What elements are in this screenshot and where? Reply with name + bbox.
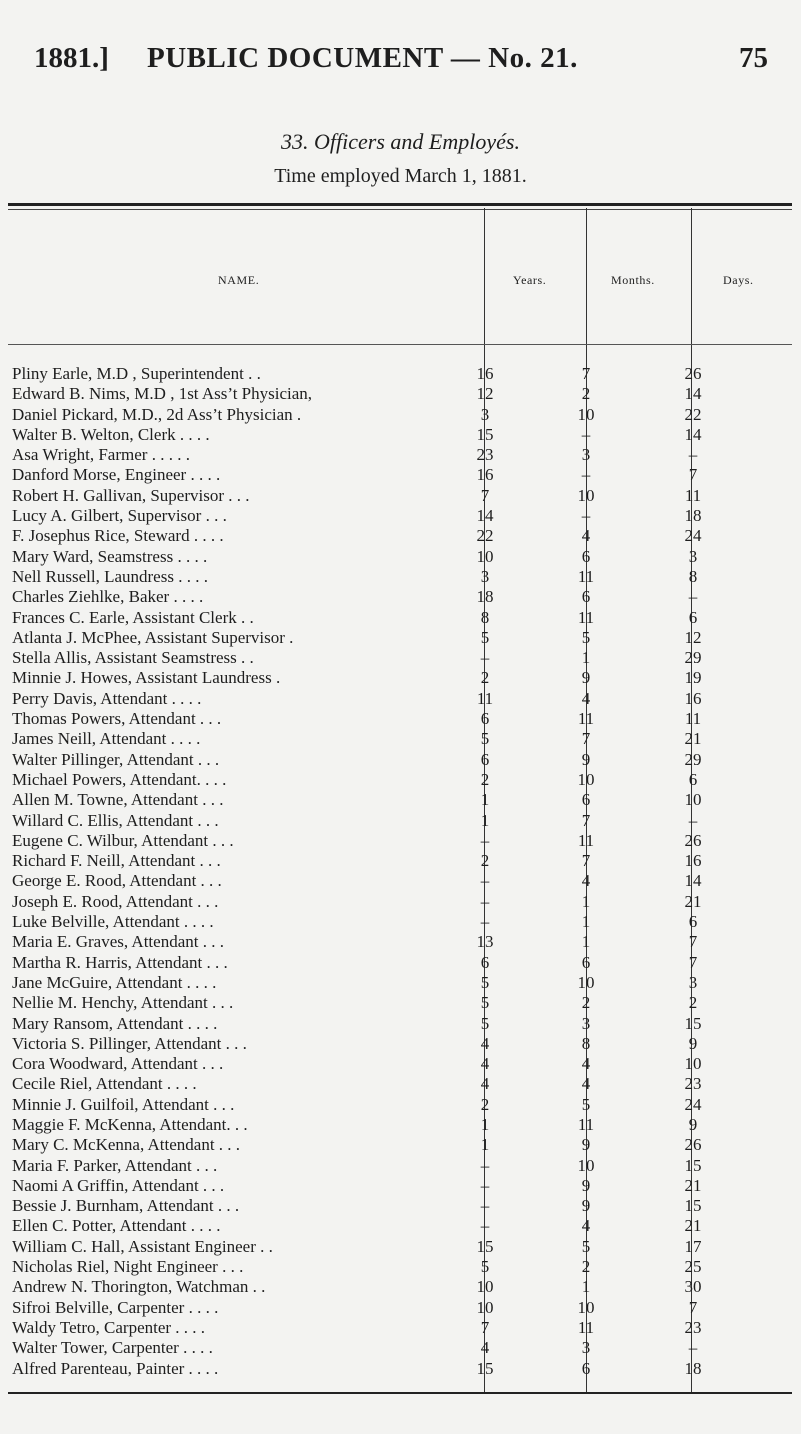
days-cell: 23 — [684, 1074, 702, 1094]
days-cell: 10 — [684, 790, 702, 810]
employee-name-cell: Waldy Tetro, Carpenter . . . . — [12, 1317, 206, 1337]
table-row — [0, 892, 801, 912]
employee-name-cell: Bessie J. Burnham, Attendant . . . — [12, 1196, 240, 1216]
employee-name-cell: Maggie F. McKenna, Attendant. . . — [12, 1114, 248, 1134]
table-row — [0, 790, 801, 810]
months-cell: – — [581, 506, 591, 526]
table-row — [0, 1196, 801, 1216]
years-cell: 8 — [480, 607, 490, 627]
years-cell: – — [480, 1155, 490, 1175]
employee-name-cell: Nicholas Riel, Night Engineer . . . — [12, 1257, 244, 1277]
days-cell: 26 — [684, 830, 702, 850]
employee-name-cell: Charles Ziehlke, Baker . . . . — [12, 587, 204, 607]
months-cell: 11 — [577, 709, 595, 729]
employee-name-cell: Joseph E. Rood, Attendant . . . — [12, 891, 219, 911]
years-cell: 15 — [476, 424, 494, 444]
years-cell: 1 — [480, 810, 490, 830]
table-row — [0, 1095, 801, 1115]
employee-name-cell: Mary Ransom, Attendant . . . . — [12, 1013, 218, 1033]
months-cell: 3 — [581, 1013, 591, 1033]
employee-name-cell: Andrew N. Thorington, Watchman . . — [12, 1277, 266, 1297]
table-row — [0, 932, 801, 952]
years-cell: – — [480, 830, 490, 850]
years-cell: 16 — [476, 364, 494, 383]
years-cell: 15 — [476, 1236, 494, 1256]
months-cell: 6 — [581, 546, 591, 566]
months-cell: 10 — [577, 769, 595, 789]
table-row — [0, 364, 801, 384]
days-cell: 7 — [688, 952, 698, 972]
table-row — [0, 770, 801, 790]
years-cell: 5 — [480, 627, 490, 647]
months-cell: 9 — [581, 1135, 591, 1155]
months-cell: 2 — [581, 384, 591, 404]
years-cell: 14 — [476, 506, 494, 526]
table-row — [0, 1318, 801, 1338]
days-cell: 11 — [684, 709, 702, 729]
days-cell: 16 — [684, 851, 702, 871]
table-row — [0, 851, 801, 871]
days-cell: 15 — [684, 1013, 702, 1033]
days-cell: 3 — [688, 546, 698, 566]
days-cell: – — [688, 810, 698, 830]
months-cell: 4 — [581, 871, 591, 891]
years-cell: 7 — [480, 485, 490, 505]
table-row — [0, 689, 801, 709]
table-row — [0, 526, 801, 546]
employee-name-cell: Atlanta J. McPhee, Assistant Supervisor . — [12, 627, 294, 647]
employee-name-cell: Mary C. McKenna, Attendant . . . — [12, 1135, 241, 1155]
months-cell: 11 — [577, 830, 595, 850]
months-cell: 11 — [577, 566, 595, 586]
employee-name-cell: Cora Woodward, Attendant . . . — [12, 1054, 224, 1074]
employee-name-cell: Danford Morse, Engineer . . . . — [12, 465, 221, 485]
years-cell: 4 — [480, 1338, 490, 1358]
months-cell: 10 — [577, 972, 595, 992]
table-row — [0, 1054, 801, 1074]
table-row — [0, 1176, 801, 1196]
header-divider — [8, 344, 792, 345]
days-cell: 6 — [688, 912, 698, 932]
years-cell: 5 — [480, 729, 490, 749]
table-row — [0, 811, 801, 831]
table-row — [0, 1115, 801, 1135]
years-cell: – — [480, 871, 490, 891]
days-cell: 17 — [684, 1236, 702, 1256]
days-cell: 21 — [684, 1175, 702, 1195]
years-cell: 18 — [476, 587, 494, 607]
months-cell: 8 — [581, 1033, 591, 1053]
table-row — [0, 1216, 801, 1236]
table-top-rule — [8, 203, 792, 210]
years-cell: 5 — [480, 972, 490, 992]
months-cell: 5 — [581, 627, 591, 647]
table-row — [0, 1257, 801, 1277]
employee-name-cell: Walter Pillinger, Attendant . . . — [12, 749, 220, 769]
employee-name-cell: Edward B. Nims, M.D , 1st Ass’t Physician, — [12, 384, 313, 404]
years-cell: 11 — [476, 688, 494, 708]
years-cell: 10 — [476, 546, 494, 566]
months-cell: 3 — [581, 1338, 591, 1358]
employee-table-body — [0, 364, 801, 1379]
table-row — [0, 1034, 801, 1054]
days-cell: 6 — [688, 769, 698, 789]
employee-name-cell: Maria F. Parker, Attendant . . . — [12, 1155, 218, 1175]
days-cell: 2 — [688, 993, 698, 1013]
employee-name-cell: Walter Tower, Carpenter . . . . — [12, 1338, 213, 1358]
employee-name-cell: Maria E. Graves, Attendant . . . — [12, 932, 224, 952]
months-cell: – — [581, 424, 591, 444]
days-cell: 15 — [684, 1196, 702, 1216]
table-row — [0, 547, 801, 567]
days-cell: – — [688, 1338, 698, 1358]
years-cell: 7 — [480, 1317, 490, 1337]
employee-name-cell: Michael Powers, Attendant. . . . — [12, 769, 227, 789]
employee-name-cell: Perry Davis, Attendant . . . . — [12, 688, 202, 708]
years-cell: 2 — [480, 668, 490, 688]
table-row — [0, 668, 801, 688]
years-cell: 3 — [480, 404, 490, 424]
days-cell: 29 — [684, 648, 702, 668]
employee-name-cell: Mary Ward, Seamstress . . . . — [12, 546, 208, 566]
table-row — [0, 1359, 801, 1379]
employee-name-cell: Thomas Powers, Attendant . . . — [12, 709, 222, 729]
months-cell: 11 — [577, 1317, 595, 1337]
employee-name-cell: Eugene C. Wilbur, Attendant . . . — [12, 830, 234, 850]
employee-name-cell: Pliny Earle, M.D , Superintendent . . — [12, 364, 261, 383]
months-cell: 2 — [581, 1257, 591, 1277]
years-cell: 1 — [480, 790, 490, 810]
section-subtitle: Time employed March 1, 1881. — [274, 165, 527, 187]
table-row — [0, 1156, 801, 1176]
days-cell: 21 — [684, 891, 702, 911]
table-row — [0, 506, 801, 526]
days-cell: 23 — [684, 1317, 702, 1337]
days-cell: 10 — [684, 1054, 702, 1074]
table-row — [0, 486, 801, 506]
months-cell: 4 — [581, 688, 591, 708]
employee-name-cell: Willard C. Ellis, Attendant . . . — [12, 810, 219, 830]
employee-name-cell: Asa Wright, Farmer . . . . . — [12, 445, 190, 465]
days-cell: 24 — [684, 1094, 702, 1114]
years-cell: – — [480, 891, 490, 911]
days-cell: 11 — [684, 485, 702, 505]
employee-name-cell: Nellie M. Henchy, Attendant . . . — [12, 993, 234, 1013]
employee-name-cell: Ellen C. Potter, Attendant . . . . — [12, 1216, 221, 1236]
years-cell: 15 — [476, 1358, 494, 1378]
years-cell: – — [480, 1175, 490, 1195]
employee-name-cell: Luke Belville, Attendant . . . . — [12, 912, 214, 932]
months-cell: 9 — [581, 1175, 591, 1195]
years-cell: – — [480, 912, 490, 932]
table-row — [0, 587, 801, 607]
months-cell: 9 — [581, 749, 591, 769]
column-header-years: Years. — [513, 273, 547, 287]
employee-name-cell: James Neill, Attendant . . . . — [12, 729, 201, 749]
table-row — [0, 628, 801, 648]
months-cell: – — [581, 465, 591, 485]
months-cell: 5 — [581, 1094, 591, 1114]
years-cell: – — [480, 1196, 490, 1216]
table-row — [0, 1237, 801, 1257]
employee-name-cell: Jane McGuire, Attendant . . . . — [12, 972, 217, 992]
days-cell: 24 — [684, 526, 702, 546]
employee-name-cell: Robert H. Gallivan, Supervisor . . . — [12, 485, 250, 505]
months-cell: 9 — [581, 1196, 591, 1216]
page-header — [34, 42, 768, 76]
employee-name-cell: Daniel Pickard, M.D., 2d Ass’t Physician . — [12, 404, 302, 424]
months-cell: 6 — [581, 952, 591, 972]
column-header-name: NAME. — [218, 273, 260, 287]
page-number: 75 — [739, 42, 768, 74]
years-cell: 22 — [476, 526, 494, 546]
table-row — [0, 425, 801, 445]
table-row — [0, 1277, 801, 1297]
table-row — [0, 709, 801, 729]
days-cell: 15 — [684, 1155, 702, 1175]
months-cell: 1 — [581, 932, 591, 952]
days-cell: 8 — [688, 566, 698, 586]
years-cell: 4 — [480, 1074, 490, 1094]
days-cell: 7 — [688, 1297, 698, 1317]
table-row — [0, 953, 801, 973]
years-cell: 2 — [480, 851, 490, 871]
days-cell: 14 — [684, 384, 702, 404]
months-cell: 7 — [581, 810, 591, 830]
years-cell: 6 — [480, 749, 490, 769]
years-cell: – — [480, 1216, 490, 1236]
table-row — [0, 871, 801, 891]
employee-name-cell: Nell Russell, Laundress . . . . — [12, 566, 208, 586]
employee-name-cell: Frances C. Earle, Assistant Clerk . . — [12, 607, 254, 627]
days-cell: 12 — [684, 627, 702, 647]
years-cell: 16 — [476, 465, 494, 485]
days-cell: 9 — [688, 1033, 698, 1053]
years-cell: 5 — [480, 993, 490, 1013]
employee-name-cell: Minnie J. Guilfoil, Attendant . . . — [12, 1094, 235, 1114]
table-row — [0, 384, 801, 404]
employee-name-cell: George E. Rood, Attendant . . . — [12, 871, 222, 891]
months-cell: 2 — [581, 993, 591, 1013]
table-row — [0, 405, 801, 425]
years-cell: 1 — [480, 1114, 490, 1134]
days-cell: 14 — [684, 424, 702, 444]
months-cell: 11 — [577, 607, 595, 627]
years-cell: 5 — [480, 1257, 490, 1277]
months-cell: 3 — [581, 445, 591, 465]
table-row — [0, 993, 801, 1013]
header-year: 1881.] — [34, 42, 109, 74]
months-cell: 1 — [581, 648, 591, 668]
employee-name-cell: Cecile Riel, Attendant . . . . — [12, 1074, 197, 1094]
days-cell: 7 — [688, 932, 698, 952]
days-cell: 25 — [684, 1257, 702, 1277]
table-bottom-rule — [8, 1392, 792, 1394]
months-cell: 7 — [581, 364, 591, 383]
employee-name-cell: Sifroi Belville, Carpenter . . . . — [12, 1297, 219, 1317]
years-cell: 3 — [480, 566, 490, 586]
months-cell: 4 — [581, 1074, 591, 1094]
months-cell: 10 — [577, 404, 595, 424]
days-cell: 26 — [684, 1135, 702, 1155]
months-cell: 6 — [581, 1358, 591, 1378]
months-cell: 6 — [581, 790, 591, 810]
years-cell: 1 — [480, 1135, 490, 1155]
days-cell: 18 — [684, 1358, 702, 1378]
column-header-days: Days. — [723, 273, 754, 287]
employee-name-cell: Walter B. Welton, Clerk . . . . — [12, 424, 210, 444]
years-cell: 12 — [476, 384, 494, 404]
employee-name-cell: Alfred Parenteau, Painter . . . . — [12, 1358, 219, 1378]
days-cell: 22 — [684, 404, 702, 424]
employee-name-cell: Minnie J. Howes, Assistant Laundress . — [12, 668, 281, 688]
employee-name-cell: Allen M. Towne, Attendant . . . — [12, 790, 224, 810]
months-cell: 4 — [581, 1216, 591, 1236]
years-cell: 2 — [480, 1094, 490, 1114]
months-cell: 1 — [581, 1277, 591, 1297]
table-row — [0, 1014, 801, 1034]
days-cell: 3 — [688, 972, 698, 992]
table-row — [0, 912, 801, 932]
table-row — [0, 465, 801, 485]
years-cell: 23 — [476, 445, 494, 465]
years-cell: 10 — [476, 1277, 494, 1297]
years-cell: 6 — [480, 709, 490, 729]
table-row — [0, 831, 801, 851]
days-cell: 6 — [688, 607, 698, 627]
section-title: 33. Officers and Employés. — [281, 129, 520, 154]
months-cell: 6 — [581, 587, 591, 607]
days-cell: 16 — [684, 688, 702, 708]
days-cell: 18 — [684, 506, 702, 526]
days-cell: 9 — [688, 1114, 698, 1134]
table-row — [0, 729, 801, 749]
days-cell: 21 — [684, 1216, 702, 1236]
table-row — [0, 1298, 801, 1318]
months-cell: 10 — [577, 1155, 595, 1175]
table-row — [0, 1135, 801, 1155]
employee-name-cell: William C. Hall, Assistant Engineer . . — [12, 1236, 273, 1256]
table-row — [0, 608, 801, 628]
days-cell: 26 — [684, 364, 702, 383]
days-cell: 21 — [684, 729, 702, 749]
employee-name-cell: Stella Allis, Assistant Seamstress . . — [12, 648, 254, 668]
days-cell: – — [688, 587, 698, 607]
employee-name-cell: Victoria S. Pillinger, Attendant . . . — [12, 1033, 247, 1053]
months-cell: 4 — [581, 1054, 591, 1074]
months-cell: 7 — [581, 851, 591, 871]
months-cell: 10 — [577, 485, 595, 505]
employee-name-cell: Richard F. Neill, Attendant . . . — [12, 851, 221, 871]
days-cell: – — [688, 445, 698, 465]
days-cell: 7 — [688, 465, 698, 485]
days-cell: 30 — [684, 1277, 702, 1297]
table-row — [0, 1338, 801, 1358]
table-row — [0, 567, 801, 587]
months-cell: 10 — [577, 1297, 595, 1317]
employee-name-cell: Lucy A. Gilbert, Supervisor . . . — [12, 506, 227, 526]
months-cell: 11 — [577, 1114, 595, 1134]
table-row — [0, 973, 801, 993]
years-cell: 10 — [476, 1297, 494, 1317]
months-cell: 1 — [581, 912, 591, 932]
table-row — [0, 750, 801, 770]
employee-name-cell: F. Josephus Rice, Steward . . . . — [12, 526, 224, 546]
months-cell: 7 — [581, 729, 591, 749]
employee-name-cell: Naomi A Griffin, Attendant . . . — [12, 1175, 225, 1195]
days-cell: 29 — [684, 749, 702, 769]
years-cell: 6 — [480, 952, 490, 972]
years-cell: 13 — [476, 932, 494, 952]
years-cell: 4 — [480, 1033, 490, 1053]
table-row — [0, 445, 801, 465]
days-cell: 14 — [684, 871, 702, 891]
months-cell: 1 — [581, 891, 591, 911]
years-cell: 2 — [480, 769, 490, 789]
months-cell: 9 — [581, 668, 591, 688]
years-cell: 4 — [480, 1054, 490, 1074]
employee-name-cell: Martha R. Harris, Attendant . . . — [12, 952, 228, 972]
days-cell: 19 — [684, 668, 702, 688]
months-cell: 4 — [581, 526, 591, 546]
years-cell: – — [480, 648, 490, 668]
months-cell: 5 — [581, 1236, 591, 1256]
table-row — [0, 1074, 801, 1094]
column-header-months: Months. — [611, 273, 655, 287]
table-row — [0, 648, 801, 668]
header-document: PUBLIC DOCUMENT — No. 21. — [147, 42, 578, 74]
years-cell: 5 — [480, 1013, 490, 1033]
